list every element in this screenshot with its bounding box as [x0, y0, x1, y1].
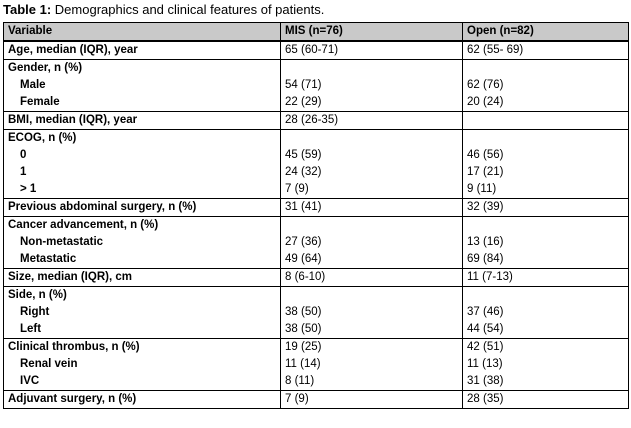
header-mis: MIS (n=76) — [281, 23, 463, 42]
gender-male-open: 62 (76) — [467, 79, 504, 91]
ecog-gt1-open: 9 (11) — [467, 183, 497, 195]
thrombus-mis-cell — [281, 339, 463, 391]
side-mis-cell — [281, 287, 463, 339]
ecog-label: ECOG, n (%) — [8, 132, 77, 144]
row-label — [4, 339, 281, 391]
row-label — [4, 287, 281, 339]
gender-female-mis: 22 (29) — [285, 96, 322, 108]
table-header-row — [4, 23, 629, 42]
table-row — [4, 391, 629, 409]
thrombus-open-cell — [463, 339, 629, 391]
ecog-gt1-label: > 1 — [20, 183, 37, 195]
thrombus-renal-label: Renal vein — [20, 358, 78, 370]
row-label — [4, 269, 281, 287]
side-left-mis: 38 (50) — [285, 323, 322, 335]
table-row — [4, 41, 629, 60]
side-left-open: 44 (54) — [467, 323, 504, 335]
gender-male-label: Male — [20, 79, 46, 91]
table-row — [4, 269, 629, 287]
cancer-met-open: 69 (84) — [467, 253, 504, 265]
gender-female-label: Female — [20, 96, 60, 108]
side-left-label: Left — [20, 323, 42, 335]
size-label: Size, median (IQR), cm — [8, 271, 132, 283]
gender-label: Gender, n (%) — [8, 62, 83, 74]
thrombus-renal-open: 11 (13) — [467, 358, 503, 370]
table-row — [4, 130, 629, 199]
cancer-label: Cancer advancement, n (%) — [8, 219, 159, 231]
cancer-met-label: Metastatic — [20, 253, 77, 265]
row-label — [4, 60, 281, 112]
caption-lead: Table 1: — [3, 2, 52, 17]
row-label — [4, 391, 281, 409]
thrombus-renal-mis: 11 (14) — [285, 358, 321, 370]
ecog-1-label: 1 — [20, 166, 27, 178]
adjuvant-open: 28 (35) — [463, 391, 629, 409]
size-mis: 8 (6-10) — [281, 269, 463, 287]
age-open: 62 (55- 69) — [463, 41, 629, 60]
cancer-met-mis: 49 (64) — [285, 253, 322, 265]
ecog-0-mis: 45 (59) — [285, 149, 322, 161]
gender-open-cell — [463, 60, 629, 112]
row-label — [4, 130, 281, 199]
thrombus-ivc-mis: 8 (11) — [285, 375, 315, 387]
cancer-nonmet-mis: 27 (36) — [285, 236, 322, 248]
side-right-open: 37 (46) — [467, 306, 504, 318]
side-open-cell — [463, 287, 629, 339]
table-row — [4, 287, 629, 339]
row-label — [4, 199, 281, 217]
prev-surgery-open: 32 (39) — [463, 199, 629, 217]
table-row — [4, 339, 629, 391]
gender-male-mis: 54 (71) — [285, 79, 322, 91]
demographics-table — [3, 22, 629, 409]
bmi-mis: 28 (26-35) — [281, 112, 463, 130]
table-caption — [3, 2, 324, 18]
thrombus-open: 42 (51) — [467, 341, 504, 353]
prev-surgery-label: Previous abdominal surgery, n (%) — [8, 201, 197, 213]
age-mis: 65 (60-71) — [281, 41, 463, 60]
gender-female-open: 20 (24) — [467, 96, 504, 108]
age-label: Age, median (IQR), year — [8, 44, 138, 56]
cancer-mis-cell — [281, 217, 463, 269]
bmi-open — [463, 112, 629, 130]
thrombus-ivc-open: 31 (38) — [467, 375, 504, 387]
row-label — [4, 217, 281, 269]
header-variable: Variable — [4, 23, 281, 42]
side-right-label: Right — [20, 306, 50, 318]
ecog-1-open: 17 (21) — [467, 166, 504, 178]
thrombus-mis: 19 (25) — [285, 341, 322, 353]
ecog-0-label: 0 — [20, 149, 27, 161]
cancer-nonmet-open: 13 (16) — [467, 236, 504, 248]
ecog-0-open: 46 (56) — [467, 149, 504, 161]
table-row — [4, 217, 629, 269]
ecog-1-mis: 24 (32) — [285, 166, 322, 178]
adjuvant-mis: 7 (9) — [281, 391, 463, 409]
table-row — [4, 112, 629, 130]
thrombus-ivc-label: IVC — [20, 375, 40, 387]
row-label — [4, 112, 281, 130]
thrombus-label: Clinical thrombus, n (%) — [8, 341, 140, 353]
cancer-open-cell — [463, 217, 629, 269]
size-open: 11 (7-13) — [463, 269, 629, 287]
ecog-open-cell — [463, 130, 629, 199]
ecog-gt1-mis: 7 (9) — [285, 183, 309, 195]
side-right-mis: 38 (50) — [285, 306, 322, 318]
ecog-mis-cell — [281, 130, 463, 199]
row-label — [4, 41, 281, 60]
header-open: Open (n=82) — [463, 23, 629, 42]
table-row — [4, 199, 629, 217]
prev-surgery-mis: 31 (41) — [281, 199, 463, 217]
cancer-nonmet-label: Non-metastatic — [20, 236, 104, 248]
side-label: Side, n (%) — [8, 289, 67, 301]
gender-mis-cell — [281, 60, 463, 112]
caption-text: Demographics and clinical features of patients. — [51, 2, 325, 17]
adjuvant-label: Adjuvant surgery, n (%) — [8, 393, 137, 405]
table-row — [4, 60, 629, 112]
bmi-label: BMI, median (IQR), year — [8, 114, 138, 126]
